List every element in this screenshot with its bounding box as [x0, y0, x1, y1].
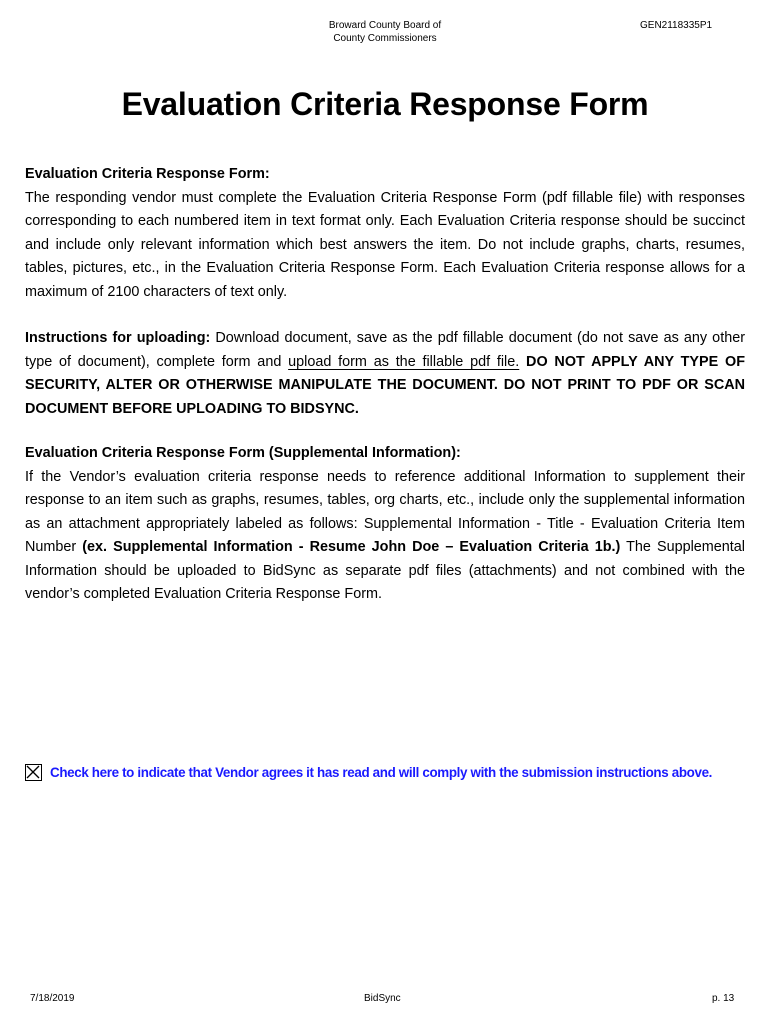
document-code: GEN2118335P1	[640, 20, 713, 31]
vendor-agreement-row	[25, 763, 745, 785]
organization-name-line1: Broward County Board of	[328, 20, 442, 31]
upload-fillable-pdf-text: upload form as the fillable pdf file.	[288, 353, 520, 370]
supplemental-info-text-after: The Supplemental Information should be uploaded to BidSync as separate pdf files (attachments) and not combined with the vendor’s completed Evaluation Criteria Response Form.	[25, 539, 745, 602]
vendor-agreement-label[interactable]: Check here to indicate that Vendor agrees it has read and will comply with the submission instructions above.	[50, 765, 713, 780]
upload-instructions-section	[25, 327, 745, 421]
supplemental-info-section	[25, 442, 745, 607]
upload-instructions-paragraph	[25, 327, 745, 421]
vendor-agreement-checkbox[interactable]	[25, 764, 42, 781]
supplemental-info-heading: Evaluation Criteria Response Form (Supplemental Information):	[25, 445, 461, 461]
response-form-text: The responding vendor must complete the Evaluation Criteria Response Form (pdf fillable file) with responses corresponding to each numbered item in text format only. Each Evaluation Criteria response should be succinct and include only relevant information which best answers the item. Do not include graphs, charts, resumes, tables, pictures, etc., in the Evaluation Criteria Response Form. Each Evaluation Criteria response allows for a maximum of 2100 characters of text only.	[25, 189, 745, 300]
upload-warning-text: DO NOT APPLY ANY TYPE OF SECURITY, ALTER OR OTHERWISE MANIPULATE THE DOCUMENT. DO NOT PRINT TO PDF OR SCAN DOCUMENT BEFORE UPLOADING TO BIDSYNC.	[25, 353, 745, 417]
organization-name-line2: County Commissioners	[333, 33, 437, 44]
page-title: Evaluation Criteria Response Form	[121, 86, 649, 122]
organization-name	[280, 19, 490, 45]
supplemental-info-example: (ex. Supplemental Information - Resume John Doe – Evaluation Criteria 1b.)	[82, 539, 621, 555]
footer-date: 7/18/2019	[30, 993, 75, 1004]
response-form-heading: Evaluation Criteria Response Form:	[25, 166, 270, 182]
footer-page-number: p. 13	[712, 993, 735, 1004]
upload-instructions-heading: Instructions for uploading:	[25, 330, 211, 346]
upload-instructions-text: Download document, save as the pdf fillable document (do not save as any other type of document), complete form and	[25, 330, 745, 370]
checkbox-x-icon	[26, 765, 40, 779]
footer-source: BidSync	[364, 993, 401, 1004]
response-form-section	[25, 163, 745, 304]
supplemental-info-paragraph	[25, 466, 745, 607]
supplemental-info-text: If the Vendor’s evaluation criteria response needs to reference additional Information to supplement their response to an item such as graphs, resumes, tables, org charts, etc., include only the supplemental information as an attachment appropriately labeled as follows: Supplemental Information - Title - Evaluation Criteria Item Number	[25, 468, 745, 555]
